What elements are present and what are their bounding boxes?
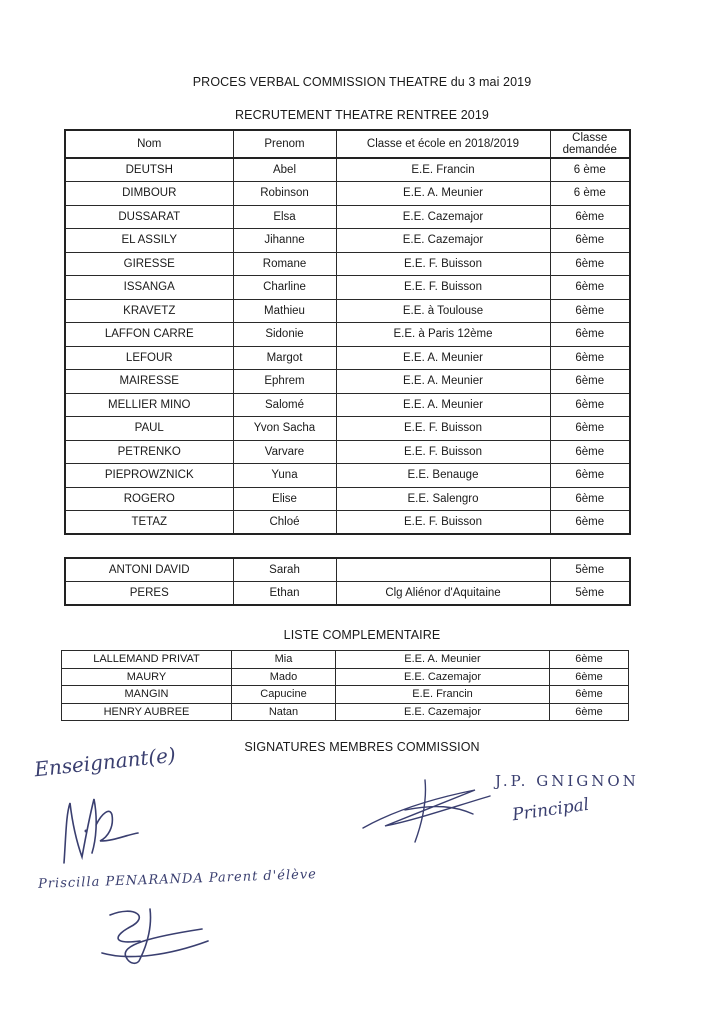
table-row [65,558,630,582]
cell-classe-demandee: 6ème [550,229,630,253]
cell-classe-demandee: 6ème [550,417,630,441]
document-subtitle: RECRUTEMENT THEATRE RENTREE 2019 [235,108,489,122]
cell-nom: DIMBOUR [65,182,233,206]
cell-classe-demandee: 6ème [550,393,630,417]
header-classe-ecole: Classe et école en 2018/2019 [336,130,550,158]
cell-nom: MELLIER MINO [65,393,233,417]
cell-nom: PETRENKO [65,440,233,464]
cell-prenom: Mia [232,651,336,669]
cell-prenom: Robinson [233,182,336,206]
cell-prenom: Salomé [233,393,336,417]
table-row [65,370,630,394]
teacher-signature-icon [52,785,162,875]
table-row [65,205,630,229]
secondary-table [64,557,631,606]
table-row [65,464,630,488]
table-row [65,182,630,206]
handwritten-principal-role: Principal [510,794,591,826]
cell-prenom: Abel [233,158,336,182]
cell-nom: LEFOUR [65,346,233,370]
cell-classe-ecole: E.E. à Toulouse [336,299,550,323]
cell-prenom: Mathieu [233,299,336,323]
cell-nom: ROGERO [65,487,233,511]
cell-nom: TETAZ [65,511,233,535]
table-row [65,393,630,417]
cell-classe-ecole: E.E. F. Buisson [336,252,550,276]
cell-classe-ecole: E.E. Francin [336,158,550,182]
table-row [65,158,630,182]
cell-classe-demandee: 6ème [550,252,630,276]
cell-classe-demandee: 6 ème [550,158,630,182]
cell-nom: ISSANGA [65,276,233,300]
cell-nom: GIRESSE [65,252,233,276]
table-row [62,651,629,669]
cell-nom: PIEPROWZNICK [65,464,233,488]
cell-nom: LALLEMAND PRIVAT [62,651,232,669]
table-row [65,229,630,253]
cell-nom: DUSSARAT [65,205,233,229]
cell-nom: MAURY [62,668,232,686]
handwritten-parent-name: Priscilla PENARANDA Parent d'élève [37,867,318,892]
cell-classe-ecole [336,558,550,582]
cell-nom: KRAVETZ [65,299,233,323]
table-row [62,703,629,721]
cell-nom: PAUL [65,417,233,441]
cell-classe-ecole: E.E. Cazemajor [336,229,550,253]
header-classe-demandee: Classe demandée [550,130,630,158]
cell-classe-demandee: 5ème [550,558,630,582]
cell-prenom: Ephrem [233,370,336,394]
cell-classe-ecole: E.E. F. Buisson [336,440,550,464]
cell-prenom: Yuna [233,464,336,488]
table-row [65,487,630,511]
cell-prenom: Sarah [233,558,336,582]
cell-nom: PERES [65,582,233,606]
cell-nom: MAIRESSE [65,370,233,394]
cell-nom: MANGIN [62,686,232,704]
table-row [65,276,630,300]
table-row [65,417,630,441]
cell-prenom: Varvare [233,440,336,464]
cell-classe-ecole: E.E. F. Buisson [336,276,550,300]
cell-classe-demandee: 6ème [550,668,629,686]
cell-classe-demandee: 5ème [550,582,630,606]
header-prenom: Prenom [233,130,336,158]
cell-classe-ecole: E.E. A. Meunier [336,393,550,417]
cell-prenom: Mado [232,668,336,686]
cell-classe-demandee: 6ème [550,651,629,669]
cell-classe-ecole: E.E. à Paris 12ème [336,323,550,347]
cell-classe-ecole: E.E. A. Meunier [336,346,550,370]
cell-classe-demandee: 6ème [550,346,630,370]
cell-classe-ecole: E.E. A. Meunier [336,651,550,669]
table-row [65,252,630,276]
cell-prenom: Sidonie [233,323,336,347]
cell-classe-demandee: 6ème [550,323,630,347]
table-header-row [65,130,630,158]
table-row [65,323,630,347]
table-row [65,346,630,370]
cell-prenom: Capucine [232,686,336,704]
cell-classe-ecole: Clg Aliénor d'Aquitaine [336,582,550,606]
cell-nom: EL ASSILY [65,229,233,253]
cell-prenom: Elsa [233,205,336,229]
cell-classe-ecole: E.E. Cazemajor [336,205,550,229]
table-row [65,440,630,464]
cell-classe-demandee: 6ème [550,205,630,229]
cell-classe-ecole: E.E. F. Buisson [336,511,550,535]
cell-classe-demandee: 6ème [550,686,629,704]
header-nom: Nom [65,130,233,158]
table-row [62,668,629,686]
cell-classe-ecole: E.E. A. Meunier [336,370,550,394]
cell-classe-ecole: E.E. Benauge [336,464,550,488]
cell-classe-ecole: E.E. Cazemajor [336,668,550,686]
cell-prenom: Yvon Sacha [233,417,336,441]
cell-classe-ecole: E.E. Cazemajor [336,703,550,721]
signatures-title: SIGNATURES MEMBRES COMMISSION [244,740,480,754]
complementary-list-title: LISTE COMPLEMENTAIRE [283,628,441,642]
table-row [65,582,630,606]
cell-classe-demandee: 6ème [550,464,630,488]
principal-signature-icon [355,770,505,860]
cell-classe-ecole: E.E. A. Meunier [336,182,550,206]
cell-classe-demandee: 6ème [550,511,630,535]
cell-nom: HENRY AUBREE [62,703,232,721]
cell-prenom: Margot [233,346,336,370]
parent-signature-icon [90,895,220,975]
cell-classe-demandee: 6 ème [550,182,630,206]
cell-prenom: Charline [233,276,336,300]
table-row [65,299,630,323]
cell-nom: DEUTSH [65,158,233,182]
cell-classe-demandee: 6ème [550,299,630,323]
cell-classe-demandee: 6ème [550,440,630,464]
table-row [65,511,630,535]
cell-prenom: Romane [233,252,336,276]
cell-prenom: Ethan [233,582,336,606]
document-title: PROCES VERBAL COMMISSION THEATRE du 3 mai 2019 [192,75,532,89]
complementary-table [61,650,629,721]
cell-classe-ecole: E.E. Francin [336,686,550,704]
cell-prenom: Jihanne [233,229,336,253]
cell-nom: LAFFON CARRE [65,323,233,347]
table-row [62,686,629,704]
cell-classe-ecole: E.E. F. Buisson [336,417,550,441]
recruitment-table [64,129,631,535]
cell-classe-demandee: 6ème [550,370,630,394]
cell-classe-demandee: 6ème [550,487,630,511]
cell-prenom: Natan [232,703,336,721]
cell-nom: ANTONI DAVID [65,558,233,582]
cell-classe-demandee: 6ème [550,276,630,300]
cell-classe-demandee: 6ème [550,703,629,721]
cell-classe-ecole: E.E. Salengro [336,487,550,511]
cell-prenom: Elise [233,487,336,511]
cell-prenom: Chloé [233,511,336,535]
handwritten-teacher-label: Enseignant(e) [33,742,177,782]
handwritten-principal-name: J.P. GNIGNON [495,772,639,790]
